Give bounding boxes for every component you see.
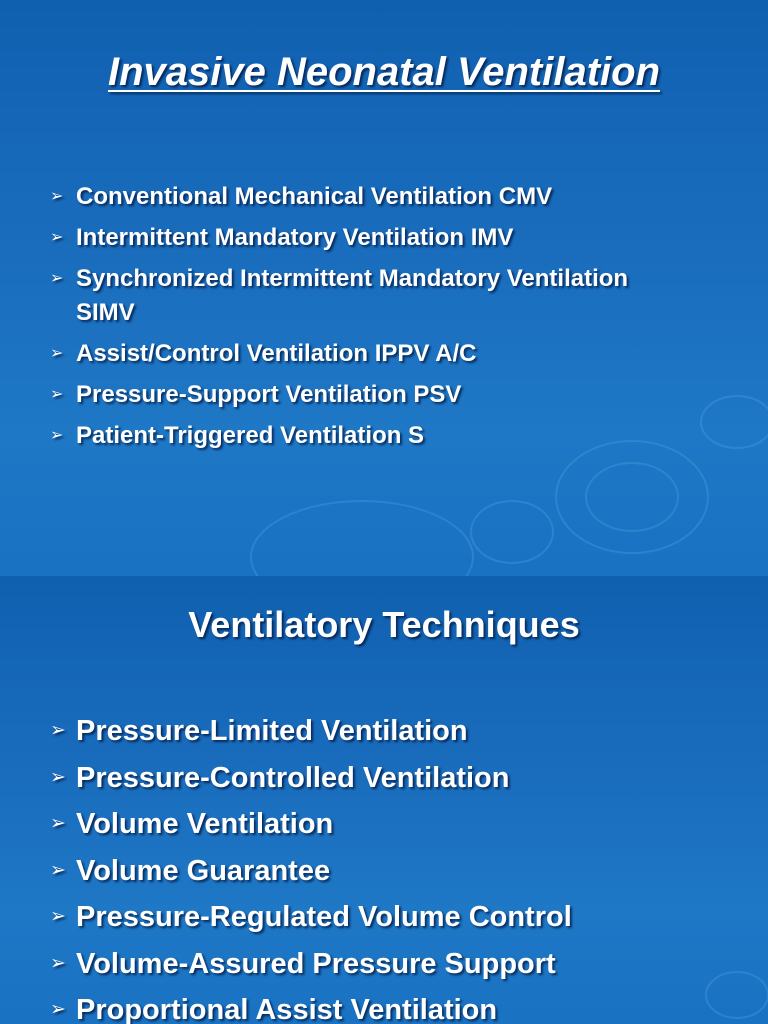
arrow-right-icon: ➢ bbox=[50, 188, 64, 205]
list-item-text: Volume-Assured Pressure Support bbox=[76, 947, 556, 980]
list-item-text: Synchronized Intermittent Mandatory Ventilation SIMV bbox=[76, 265, 629, 326]
arrow-right-icon: ➢ bbox=[50, 720, 66, 741]
list-item bbox=[50, 759, 750, 797]
slide-title: Ventilatory Techniques bbox=[188, 604, 580, 645]
list-item-text: Proportional Assist Ventilation bbox=[76, 994, 498, 1024]
arrow-right-icon: ➢ bbox=[50, 345, 64, 362]
arrow-right-icon: ➢ bbox=[50, 999, 66, 1020]
ripple-decoration bbox=[250, 500, 474, 576]
list-item bbox=[50, 180, 740, 214]
ripple-decoration bbox=[470, 500, 554, 564]
arrow-right-icon: ➢ bbox=[50, 229, 64, 246]
list-item bbox=[50, 852, 750, 890]
list-item bbox=[50, 419, 740, 453]
list-item-text: Pressure-Limited Ventilation bbox=[76, 715, 468, 747]
list-item-text: Assist/Control Ventilation IPPV A/C bbox=[76, 340, 477, 367]
arrow-right-icon: ➢ bbox=[50, 386, 64, 403]
list-item-text: Conventional Mechanical Ventilation CMV bbox=[76, 183, 553, 210]
bullet-list bbox=[50, 712, 750, 1024]
list-item-text: Volume Guarantee bbox=[76, 854, 331, 887]
list-item-text: Patient-Triggered Ventilation S bbox=[76, 422, 425, 449]
arrow-right-icon: ➢ bbox=[50, 813, 66, 834]
list-item bbox=[50, 337, 740, 371]
list-item bbox=[50, 805, 750, 843]
list-item-text: Volume Ventilation bbox=[76, 808, 334, 840]
list-item bbox=[50, 991, 750, 1024]
arrow-right-icon: ➢ bbox=[50, 270, 64, 287]
slide-title: Invasive Neonatal Ventilation bbox=[107, 50, 660, 94]
list-item bbox=[50, 378, 740, 412]
arrow-right-icon: ➢ bbox=[50, 859, 66, 881]
list-item-text: Pressure-Regulated Volume Control bbox=[76, 901, 572, 933]
list-item bbox=[50, 945, 750, 983]
arrow-right-icon: ➢ bbox=[50, 952, 66, 974]
list-item bbox=[50, 262, 636, 330]
bullet-list bbox=[50, 180, 740, 460]
arrow-right-icon: ➢ bbox=[50, 766, 66, 788]
list-item-text: Pressure-Controlled Ventilation bbox=[76, 761, 510, 794]
ripple-decoration bbox=[585, 462, 679, 532]
list-item-text: Intermittent Mandatory Ventilation IMV bbox=[76, 224, 514, 251]
slide-ventilatory-techniques bbox=[0, 576, 768, 1024]
list-item-text: Pressure-Support Ventilation PSV bbox=[76, 381, 462, 408]
arrow-right-icon: ➢ bbox=[50, 906, 66, 927]
arrow-right-icon: ➢ bbox=[50, 427, 64, 444]
list-item bbox=[50, 712, 750, 750]
list-item bbox=[50, 221, 740, 255]
list-item bbox=[50, 898, 750, 936]
